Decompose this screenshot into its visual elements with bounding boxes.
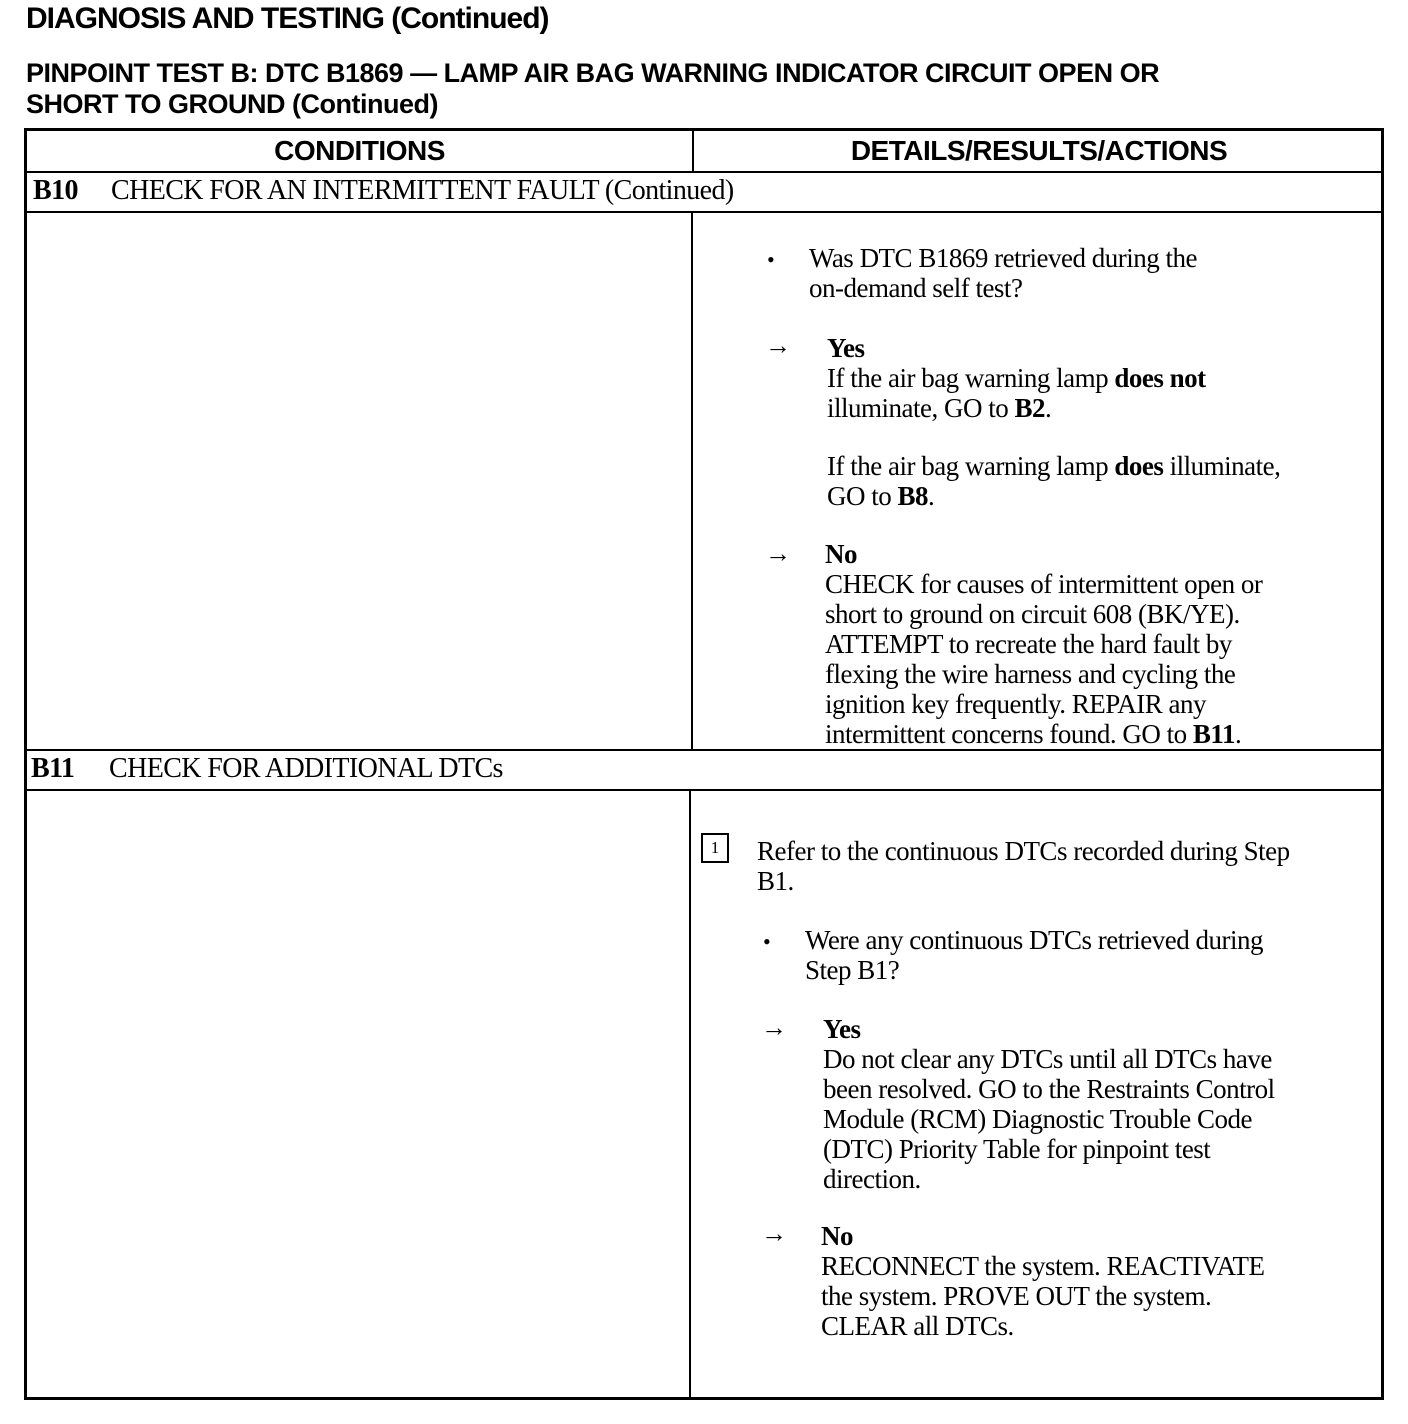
b11-yes-arrow-icon: → — [761, 1013, 787, 1042]
b11-instruction-line-1: Refer to the continuous DTCs recorded during Step — [757, 836, 1290, 866]
b10-no-line-6-end: . — [1234, 719, 1242, 749]
b10-yes-result — [827, 333, 1280, 511]
step-b10-header — [33, 175, 734, 207]
b10-yes-b-bold-1: does — [1114, 451, 1164, 481]
b11-no-result — [821, 1221, 1265, 1341]
b10-no-line-4: flexing the wire harness and cycling the — [825, 659, 1236, 689]
b11-yes-line-2: been resolved. GO to the Restraints Control — [823, 1074, 1275, 1104]
b10-yes-arrow-icon: → — [765, 331, 791, 360]
b10-yes-a-text-2: illuminate, GO to — [827, 393, 1015, 423]
header-divider — [27, 171, 1381, 173]
b10-yes-a-text-1: If the air bag warning lamp — [827, 363, 1115, 393]
b10-no-line-5: ignition key frequently. REPAIR any — [825, 689, 1206, 719]
test-title-line-2: SHORT TO GROUND (Continued) — [26, 89, 438, 119]
step-b10-title: CHECK FOR AN INTERMITTENT FAULT (Continued) — [111, 175, 734, 206]
b10-question — [809, 243, 1197, 303]
b11-question-line-2: Step B1? — [805, 955, 900, 985]
b10-yes-b-text-3: GO to — [827, 481, 898, 511]
b11-no-line-1: RECONNECT the system. REACTIVATE — [821, 1251, 1265, 1281]
b10-bullet-icon: • — [767, 247, 775, 272]
step-b11-id: B11 — [31, 753, 75, 784]
pinpoint-test-title — [26, 58, 1396, 120]
b11-instruction — [757, 836, 1290, 896]
b10-no-line-6-bold: B11 — [1192, 719, 1235, 749]
b11-title-divider — [27, 789, 1381, 791]
b10-yes-b-bold-2: B8 — [897, 481, 929, 511]
b10-yes-a-bold-2: B2 — [1014, 393, 1045, 423]
b11-yes-line-1: Do not clear any DTCs until all DTCs have — [823, 1044, 1272, 1074]
b11-no-line-3: CLEAR all DTCs. — [821, 1311, 1014, 1341]
test-title-line-1: PINPOINT TEST B: DTC B1869 — LAMP AIR BAG WARNING INDICATOR CIRCUIT OPEN OR — [26, 58, 1160, 88]
b10-no-line-1: CHECK for causes of intermittent open or — [825, 569, 1263, 599]
b11-yes-line-4: (DTC) Priority Table for pinpoint test — [823, 1134, 1211, 1164]
b10-title-divider — [27, 211, 1381, 213]
b10-no-arrow-icon: → — [765, 539, 791, 568]
b11-top-divider — [27, 749, 1381, 751]
conditions-column-header: CONDITIONS — [274, 135, 445, 166]
b11-yes-label: Yes — [823, 1014, 861, 1044]
b10-no-line-6-text: intermittent concerns found. GO to — [825, 719, 1193, 749]
section-title: DIAGNOSIS AND TESTING (Continued) — [26, 2, 549, 35]
b10-no-line-2: short to ground on circuit 608 (BK/YE). — [825, 599, 1240, 629]
b10-column-divider — [691, 212, 693, 749]
b11-column-divider — [689, 790, 691, 1397]
b10-yes-b-text-2: illuminate, — [1163, 451, 1281, 481]
b10-yes-a-end: . — [1045, 393, 1052, 423]
b10-yes-a-bold-1: does not — [1114, 363, 1206, 393]
b11-yes-line-3: Module (RCM) Diagnostic Trouble Code — [823, 1104, 1253, 1134]
b10-yes-b-text-1: If the air bag warning lamp — [827, 451, 1115, 481]
b11-yes-line-5: direction. — [823, 1164, 921, 1194]
b11-step-number-box: 1 — [701, 833, 729, 863]
b10-yes-label: Yes — [827, 333, 865, 363]
b11-question — [805, 925, 1263, 985]
b10-no-line-3: ATTEMPT to recreate the hard fault by — [825, 629, 1232, 659]
b11-instruction-line-2: B1. — [757, 866, 794, 896]
step-b11-title: CHECK FOR ADDITIONAL DTCs — [109, 753, 503, 784]
header-column-divider — [692, 131, 694, 171]
b11-bullet-icon: • — [763, 929, 771, 954]
b10-no-label: No — [825, 539, 857, 569]
b11-no-label: No — [821, 1221, 853, 1251]
b11-yes-result — [823, 1014, 1275, 1194]
pinpoint-test-table — [24, 128, 1384, 1400]
b11-no-line-2: the system. PROVE OUT the system. — [821, 1281, 1212, 1311]
details-column-header: DETAILS/RESULTS/ACTIONS — [850, 135, 1228, 166]
b10-question-line-2: on-demand self test? — [809, 273, 1023, 303]
b10-yes-b-end: . — [928, 481, 935, 511]
b10-no-result — [825, 539, 1262, 749]
b11-no-arrow-icon: → — [761, 1219, 787, 1248]
step-b10-id: B10 — [33, 175, 78, 206]
b11-question-line-1: Were any continuous DTCs retrieved during — [805, 925, 1263, 955]
b10-question-line-1: Was DTC B1869 retrieved during the — [809, 243, 1197, 273]
step-b11-header — [31, 753, 503, 785]
